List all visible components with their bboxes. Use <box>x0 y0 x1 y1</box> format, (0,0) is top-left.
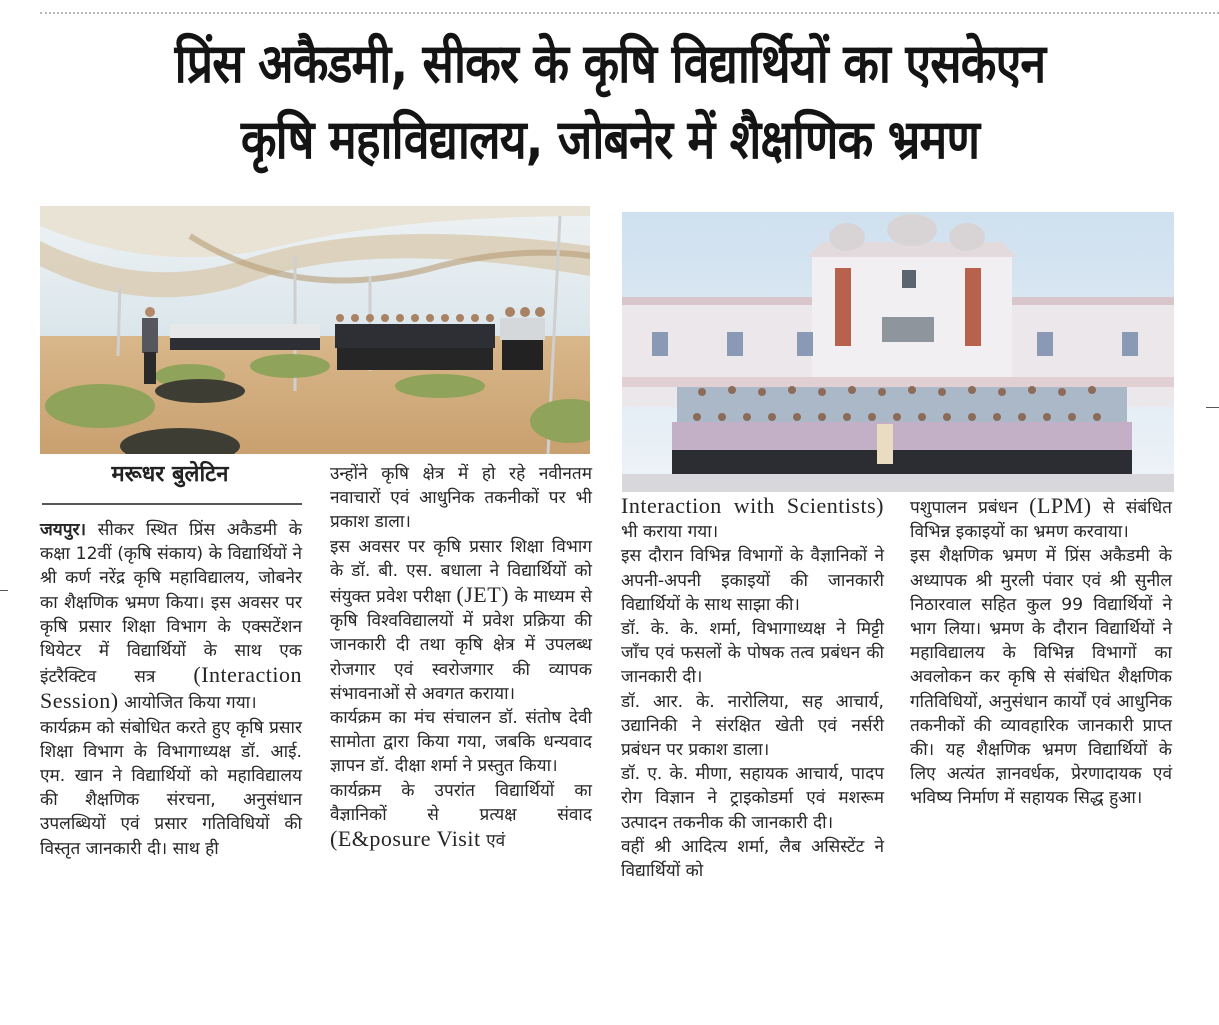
english-term: (LPM) <box>1029 493 1092 518</box>
crop-mark <box>0 590 8 591</box>
paragraph: इस अवसर पर कृषि प्रसार शिक्षा विभाग के डॉ. बी. एस. बधाला ने विद्यार्थियों को संयुक्त प्रवेश परीक्षा (JET) के माध्यम से कृषि विश्वविद्यालयों में प्रवेश प्रक्रिया की जानकारी दी तथा कृषि क्षेत्र में उपलब्ध रोजगार एवं स्वरोजगार की व्यापक संभावनाओं से अवगत कराया। <box>330 536 592 704</box>
article-column-3 <box>621 494 884 883</box>
crop-mark <box>1206 407 1219 408</box>
english-term: (Interaction Session) <box>40 662 302 714</box>
english-term: Interaction with Scientists) <box>621 493 884 518</box>
article-column-1 <box>40 518 302 861</box>
english-term: (E&posure Visit <box>330 826 481 852</box>
group-photo-image <box>622 212 1174 492</box>
paragraph: डॉ. के. के. शर्मा, विभागाध्यक्ष ने मिट्टी जाँच एवं फसलों के पोषक तत्व प्रबंधन की जानकारी दी। <box>621 619 884 688</box>
nursery-photo-image <box>40 206 590 454</box>
paragraph: कार्यक्रम का मंच संचालन डॉ. संतोष देवी सामोता द्वारा किया गया, जबकि धन्यवाद ज्ञापन डॉ. दीक्षा शर्मा ने प्रस्तुत किया। <box>330 708 592 777</box>
paragraph: इस दौरान विभिन्न विभागों के वैज्ञानिकों ने अपनी-अपनी इकाइयों की जानकारी विद्यार्थियों के साथ साझा की। <box>621 546 884 615</box>
paragraph: पशुपालन प्रबंधन (LPM) से संबंधित विभिन्न इकाइयों का भ्रमण करवाया। <box>910 493 1172 543</box>
headline-line-1: प्रिंस अकैडमी, सीकर के कृषि विद्यार्थियों का एसकेएन <box>174 32 1046 95</box>
paragraph: कार्यक्रम को संबोधित करते हुए कृषि प्रसार शिक्षा विभाग के विभागाध्यक्ष डॉ. आई. एम. खान ने विद्यार्थियों को महाविद्यालय की शैक्षणिक संरचना, अनुसंधान उपलब्धियों एवं प्रसार गतिविधियों की विस्तृत जानकारी दी। साथ ही <box>40 717 302 859</box>
english-term: (JET) <box>456 582 509 608</box>
paragraph: उन्होंने कृषि क्षेत्र में हो रहे नवीनतम नवाचारों एवं आधुनिक तकनीकों पर भी प्रकाश डाला। <box>330 464 592 533</box>
paragraph: कार्यक्रम के उपरांत विद्यार्थियों का वैज्ञानिकों से प्रत्यक्ष संवाद (E&posure Visit एवं <box>330 780 592 852</box>
paragraph: इस शैक्षणिक भ्रमण में प्रिंस अकैडमी के अध्यापक श्री मुरली पंवार एवं श्री सुनील निठारवाल सहित कुल 99 विद्यार्थियों ने भाग लिया। भ्रमण के दौरान विद्यार्थियों ने महाविद्यालय के विभिन्न विभागों का अवलोकन कर कृषि से संबंधित शैक्षणिक गतिविधियों, अनुसंधान कार्यों एवं आधुनिक तकनीकों की व्यावहारिक जानकारी प्राप्त की। यह शैक्षणिक भ्रमण विद्यार्थियों के लिए अत्यंत ज्ञानवर्धक, प्रेरणादायक एवं भविष्य निर्माण में सहायक सिद्ध हुआ। <box>910 546 1172 809</box>
article-column-4 <box>910 494 1172 811</box>
dateline: जयपुर। <box>40 520 87 540</box>
top-dotted-rule <box>40 12 1219 14</box>
byline-source: मरूधर बुलेटिन <box>111 462 229 487</box>
headline-line-2: कृषि महाविद्यालय, जोबनेर में शैक्षणिक भ्रमण <box>240 108 980 171</box>
paragraph: जयपुर। सीकर स्थित प्रिंस अकैडमी के कक्षा 12वीं (कृषि संकाय) के विद्यार्थियों ने श्री कर्ण नरेंद्र कृषि महाविद्यालय, जोबनेर का शैक्षणिक भ्रमण किया। इस अवसर पर कृषि प्रसार शिक्षा विभाग के एक्सटेंशन थियेटर में विद्यार्थियों के साथ एक इंटरैक्टिव सत्र (Interaction Session) आयोजित किया गया। <box>40 520 302 714</box>
photo-nursery-visit <box>40 206 590 454</box>
byline-divider <box>42 503 302 505</box>
paragraph: Interaction with Scientists) भी कराया गया। <box>621 493 884 543</box>
article-column-2 <box>330 462 592 853</box>
photo-group-college <box>622 212 1174 492</box>
paragraph: वहीं श्री आदित्य शर्मा, लैब असिस्टेंट ने विद्यार्थियों को <box>621 836 884 882</box>
headline <box>103 26 1118 178</box>
paragraph: डॉ. आर. के. नारोलिया, सह आचार्य, उद्यानिकी ने संरक्षित खेती एवं नर्सरी प्रबंधन पर प्रकाश डाला। <box>621 691 884 761</box>
paragraph: डॉ. ए. के. मीणा, सहायक आचार्य, पादप रोग विज्ञान ने ट्राइकोडर्मा एवं मशरूम उत्पादन तकनीक की जानकारी दी। <box>621 764 884 833</box>
